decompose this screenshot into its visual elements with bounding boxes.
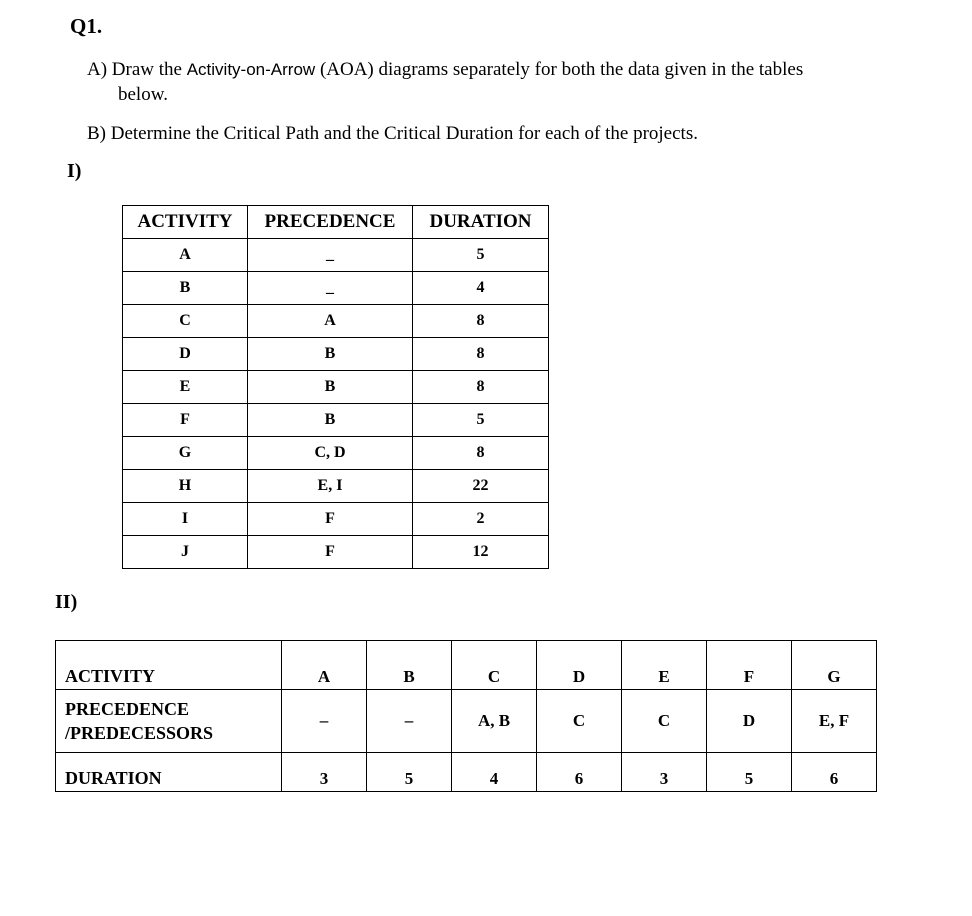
cell-duration: 8	[413, 437, 549, 470]
cell-predecessor: D	[707, 690, 792, 753]
cell-activity: A	[282, 641, 367, 690]
part-b-instruction: B) Determine the Critical Path and the Critical Duration for each of the projects.	[87, 123, 698, 144]
part-a-suffix: (AOA) diagrams separately for both the data given in the tables	[315, 59, 804, 80]
table-row	[123, 470, 549, 503]
cell-duration: 5	[707, 753, 792, 792]
part-a-instruction	[87, 58, 803, 82]
table-header-row	[123, 206, 549, 239]
cell-precedence: B	[248, 404, 413, 437]
cell-activity: F	[707, 641, 792, 690]
cell-precedence: _	[248, 272, 413, 305]
cell-activity: C	[452, 641, 537, 690]
table-row	[123, 338, 549, 371]
cell-precedence: F	[248, 536, 413, 569]
cell-duration: 5	[413, 404, 549, 437]
cell-duration: 3	[622, 753, 707, 792]
cell-predecessor: E, F	[792, 690, 877, 753]
cell-duration: 8	[413, 305, 549, 338]
cell-precedence: A	[248, 305, 413, 338]
cell-duration: 6	[537, 753, 622, 792]
cell-activity: E	[622, 641, 707, 690]
precedence-row	[56, 690, 877, 753]
table-row	[123, 404, 549, 437]
part-a-prefix: A) Draw the	[87, 59, 187, 80]
cell-activity: B	[123, 272, 248, 305]
row-label-duration: DURATION	[56, 753, 282, 792]
header-activity: ACTIVITY	[123, 206, 248, 239]
cell-activity: G	[123, 437, 248, 470]
part-a-term: Activity-on-Arrow	[186, 60, 316, 79]
section-2-label: II)	[55, 591, 78, 613]
cell-predecessor: C	[537, 690, 622, 753]
cell-duration: 5	[367, 753, 452, 792]
cell-precedence: C, D	[248, 437, 413, 470]
table-row	[123, 272, 549, 305]
cell-duration: 8	[413, 371, 549, 404]
part-a-wrap: below.	[118, 84, 168, 105]
table-row	[123, 305, 549, 338]
cell-precedence: B	[248, 371, 413, 404]
row-label-precedence-line1: PRECEDENCE	[65, 699, 190, 719]
cell-activity: H	[123, 470, 248, 503]
row-label-precedence	[56, 690, 282, 753]
cell-duration: 2	[413, 503, 549, 536]
cell-duration: 12	[413, 536, 549, 569]
header-duration: DURATION	[413, 206, 549, 239]
cell-duration: 5	[413, 239, 549, 272]
cell-duration: 8	[413, 338, 549, 371]
cell-activity: A	[123, 239, 248, 272]
cell-duration: 3	[282, 753, 367, 792]
table-row	[123, 239, 549, 272]
row-label-activity: ACTIVITY	[56, 641, 282, 690]
table-row	[123, 503, 549, 536]
cell-activity: I	[123, 503, 248, 536]
cell-activity: D	[123, 338, 248, 371]
cell-duration: 6	[792, 753, 877, 792]
row-label-precedence-line2: /PREDECESSORS	[65, 723, 214, 743]
cell-predecessor: –	[367, 690, 452, 753]
cell-duration: 4	[413, 272, 549, 305]
cell-predecessor: –	[282, 690, 367, 753]
cell-predecessor: C	[622, 690, 707, 753]
cell-precedence: F	[248, 503, 413, 536]
cell-activity: C	[123, 305, 248, 338]
cell-precedence: B	[248, 338, 413, 371]
cell-activity: F	[123, 404, 248, 437]
cell-activity: G	[792, 641, 877, 690]
cell-precedence: E, I	[248, 470, 413, 503]
cell-activity: D	[537, 641, 622, 690]
header-precedence: PRECEDENCE	[248, 206, 413, 239]
activity-row	[56, 641, 877, 690]
section-1-label: I)	[67, 160, 82, 182]
cell-activity: J	[123, 536, 248, 569]
table-row	[123, 437, 549, 470]
question-number: Q1.	[70, 14, 103, 38]
table-row	[123, 536, 549, 569]
cell-duration: 22	[413, 470, 549, 503]
cell-activity: E	[123, 371, 248, 404]
table-row	[123, 371, 549, 404]
cell-precedence: _	[248, 239, 413, 272]
activity-table-2	[55, 640, 877, 792]
cell-predecessor: A, B	[452, 690, 537, 753]
cell-duration: 4	[452, 753, 537, 792]
duration-row	[56, 753, 877, 792]
cell-activity: B	[367, 641, 452, 690]
activity-table-1	[122, 205, 549, 569]
